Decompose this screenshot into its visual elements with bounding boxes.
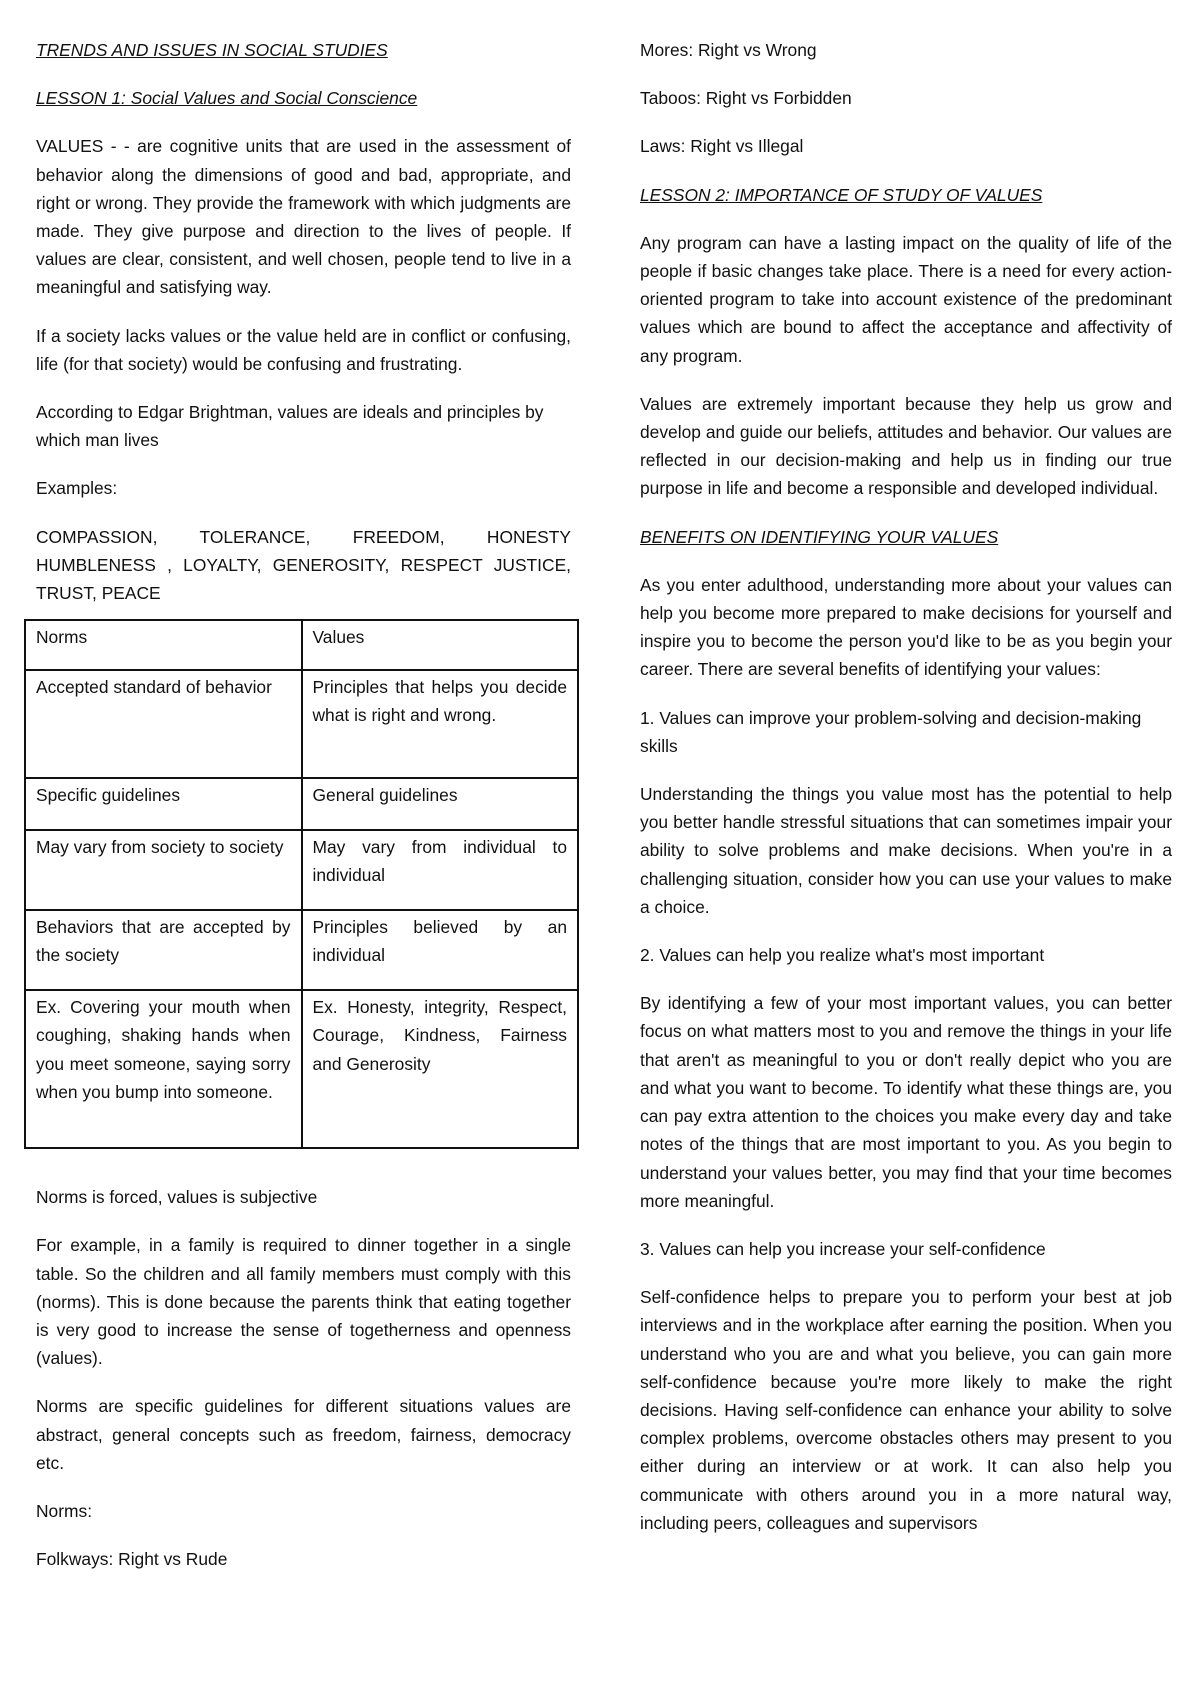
laws-line: Laws: Right vs Illegal bbox=[640, 136, 804, 157]
table-row bbox=[25, 990, 578, 1148]
table-row bbox=[25, 778, 578, 830]
document-title: TRENDS AND ISSUES IN SOCIAL STUDIES bbox=[36, 40, 388, 60]
table-cell-value: General guidelines bbox=[302, 778, 579, 830]
table-cell-norm: Ex. Covering your mouth when coughing, shaking hands when you meet someone, saying sorry when you bump into someone. bbox=[25, 990, 302, 1148]
folkways-line: Folkways: Right vs Rude bbox=[36, 1549, 228, 1570]
right-column bbox=[640, 36, 1172, 1557]
benefit-3-text: Self-confidence helps to prepare you to perform your best at job interviews and in the workplace after earning the position. When you understand who you are and what you believe, you can gain more self-confidence because you're more likely to make the right decisions. Having self-confidence can enhance your ability to solve complex problems, overcome obstacles others may present to you either during an interview or at work. It can also help you communicate with others around you in a more natural way, including peers, colleagues and supervisors bbox=[640, 1287, 1172, 1533]
table-cell-norm: Behaviors that are accepted by the society bbox=[25, 910, 302, 990]
examples-list: COMPASSION, TOLERANCE, FREEDOM, HONESTY HUMBLENESS , LOYALTY, GENEROSITY, RESPECT JUSTICE, TRUST, PEACE bbox=[36, 526, 571, 604]
norms-forced-paragraph: Norms is forced, values is subjective bbox=[36, 1187, 318, 1208]
adulthood-paragraph: As you enter adulthood, understanding more about your values can help you become more prepared to make decisions for yourself and inspire you to become the person you'd like to be as you begin your career. There are several benefits of identifying your values: bbox=[640, 574, 1172, 680]
table-cell-value: May vary from individual to individual bbox=[302, 830, 579, 910]
family-example-paragraph: For example, in a family is required to dinner together in a single table. So the children and all family members must comply with this (norms). This is done because the parents think that eating together is very good to increase the sense of togetherness and openness (values). bbox=[36, 1235, 571, 1369]
benefit-2-text: By identifying a few of your most important values, you can better focus on what matters most to you and remove the things in your life that aren't as meaningful to you or don't really depict who you are and what you want to become. To identify what these things are, you can pay extra attention to the choices you make every day and take notes of the things that are most important to you. As you begin to understand your values better, you may find that your time becomes more meaningful. bbox=[640, 993, 1172, 1211]
spacer bbox=[36, 1149, 571, 1183]
table-cell-value: Ex. Honesty, integrity, Respect, Courage, Kindness, Fairness and Generosity bbox=[302, 990, 579, 1148]
norms-label: Norms: bbox=[36, 1501, 93, 1522]
table-row bbox=[25, 830, 578, 910]
benefit-1-title: 1. Values can improve your problem-solving and decision-making skills bbox=[640, 707, 1142, 756]
benefits-heading: BENEFITS ON IDENTIFYING YOUR VALUES bbox=[640, 526, 999, 547]
table-header-row bbox=[25, 620, 578, 670]
table-row bbox=[25, 670, 578, 778]
table-cell-norm: Specific guidelines bbox=[25, 778, 302, 830]
table-row bbox=[25, 910, 578, 990]
lesson-1-heading: LESSON 1: Social Values and Social Conscience bbox=[36, 88, 418, 109]
table-header-cell: Norms bbox=[25, 620, 302, 670]
taboos-line: Taboos: Right vs Forbidden bbox=[640, 88, 852, 109]
table-cell-value: Principles that helps you decide what is right and wrong. bbox=[302, 670, 579, 778]
table-cell-norm: May vary from society to society bbox=[25, 830, 302, 910]
examples-label: Examples: bbox=[36, 478, 118, 499]
benefit-2-title: 2. Values can help you realize what's most important bbox=[640, 945, 1045, 966]
table-cell-value: Principles believed by an individual bbox=[302, 910, 579, 990]
benefit-1-text: Understanding the things you value most has the potential to help you better handle stressful situations that can sometimes impair your ability to solve problems and make decisions. When you're in a challenging situation, consider how you can use your values to make a choice. bbox=[640, 784, 1172, 917]
lesson-2-heading: LESSON 2: IMPORTANCE OF STUDY OF VALUES bbox=[640, 184, 1043, 205]
norms-values-table bbox=[24, 619, 579, 1149]
program-paragraph: Any program can have a lasting impact on the quality of life of the people if basic changes take place. There is a need for every action-oriented program to take into account existence of the predominant values which are bound to affect the acceptance and affectivity of any program. bbox=[640, 232, 1172, 366]
brightman-paragraph: According to Edgar Brightman, values are ideals and principles by which man lives bbox=[36, 402, 544, 451]
values-important-paragraph: Values are extremely important because they help us grow and develop and guide our beliefs, attitudes and behavior. Our values are reflected in our decision-making and help us in finding our true purpose in life and become a responsible and developed individual. bbox=[640, 393, 1172, 499]
benefit-3-title: 3. Values can help you increase your self-confidence bbox=[640, 1238, 1046, 1259]
mores-line: Mores: Right vs Wrong bbox=[640, 40, 817, 60]
norms-specific-paragraph: Norms are specific guidelines for different situations values are abstract, general concepts such as freedom, fairness, democracy etc. bbox=[36, 1396, 571, 1473]
table-cell-norm: Accepted standard of behavior bbox=[25, 670, 302, 778]
left-column bbox=[36, 36, 571, 1593]
society-lacks-values-paragraph: If a society lacks values or the value held are in conflict or confusing, life (for that society) would be confusing and frustrating. bbox=[36, 325, 571, 374]
table-header-cell: Values bbox=[302, 620, 579, 670]
values-definition-paragraph: VALUES - - are cognitive units that are used in the assessment of behavior along the dimensions of good and bad, appropriate, and right or wrong. They provide the framework with which judgments are made. They give purpose and direction to the lives of people. If values are clear, consistent, and well chosen, people tend to live in a meaningful and satisfying way. bbox=[36, 136, 571, 298]
